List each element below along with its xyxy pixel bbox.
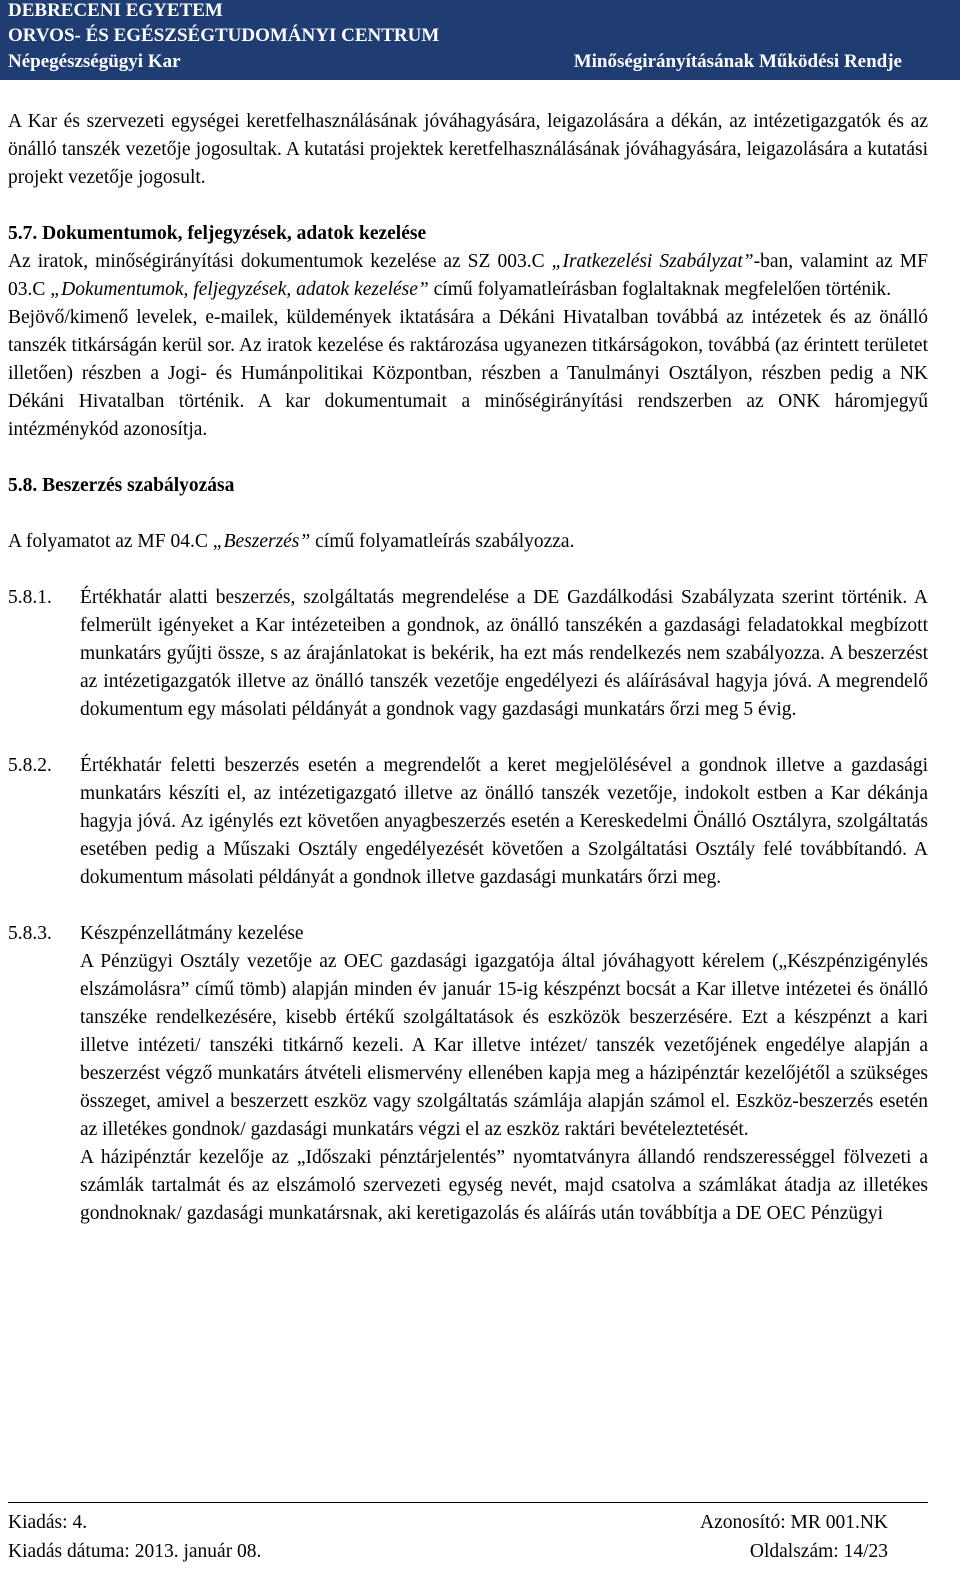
section-5-8-3 [8,920,928,948]
identifier: Azonosító: MR 001.NK [700,1512,888,1533]
document-header [0,0,960,80]
section-number: 5.8.3. [8,923,52,944]
section-5-8-paragraph: A folyamatot az MF 04.C „Beszerzés” című folyamatleírás szabályozza. [8,531,575,552]
faculty-name: Népegészségügyi Kar [8,51,181,72]
section-5-8-heading: 5.8. Beszerzés szabályozása [8,475,235,496]
section-5-7-paragraph-2: Bejövő/kimenő levelek, e-mailek, küldemények iktatására a Dékáni Hivatalban továbbá az intézetek és az önálló tanszék titkárságán kerül sor. Az iratok kezelése és raktározása ugyanezen titkárságokon, továbbá (az érintett területet illetően) részben a Jogi- és Humánpolitikai Központban, részben a Tanulmányi Osztályon, részben pedig a NK Dékáni Hivatalban történik. A kar dokumentumait a minőségirányítási rendszerben az ONK háromjegyű intézménykód azonosítja. [8,307,928,440]
section-title: Készpénzellátmány kezelése [80,923,304,944]
center-name: ORVOS- ÉS EGÉSZSÉGTUDOMÁNYI CENTRUM [8,25,440,46]
document-footer [8,1508,888,1566]
section-5-7-heading: 5.7. Dokumentumok, feljegyzések, adatok kezelése [8,223,427,244]
edition: Kiadás: 4. [8,1512,88,1533]
page-number: Oldalszám: 14/23 [749,1541,888,1562]
edition-date: Kiadás dátuma: 2013. január 08. [8,1541,262,1562]
university-name: DEBRECENI EGYETEM [8,0,223,21]
section-5-8-3-paragraph-1: A Pénzügyi Osztály vezetője az OEC gazdasági igazgatója által jóváhagyott kérelem („Készpénzigénylés elszámolásra” című tömb) alapján minden év január 15-ig készpénzt bocsát a Kar illetve intézetei és önálló tanszéke rendelkezésére, kisebb értékű szolgáltatások és eszközök beszerzésére. Ezt a készpénzt a kari illetve intézeti/ tanszéki titkárnő kezeli. A Kar illetve intézet/ tanszék vezetőjének engedélye alapján a beszerzést végző munkatárs átvételi elismervény ellenében kapja meg a házipénztár kezelőjétől a szükséges összeget, amivel a beszerzett eszköz vagy szolgáltatás számlája alapján számol el. Eszköz-beszerzés esetén az illetékes gondnok/ gazdasági munkatárs végzi el az eszköz raktári bevételeztetését. [80,951,928,1140]
footer-divider [8,1502,928,1503]
section-text: Értékhatár alatti beszerzés, szolgáltatás megrendelése a DE Gazdálkodási Szabályzata szerint történik. A felmerült igényeket a Kar intézeteiben a gondnok, az önálló tanszékén a gazdasági feladatokkal megbízott munkatárs gyűjti össze, s az árajánlatokat is bekérik, ha ezt más rendelkezés nem szabályozza. A beszerzést az intézetigazgatók illetve az önálló tanszék vezetője engedélyezi és aláírásával hagyja jóvá. A megrendelő dokumentum egy másolati példányát a gondnok vagy gazdasági munkatárs őrzi meg 5 évig. [80,587,928,720]
section-number: 5.8.1. [8,587,52,608]
document-body [8,108,928,1228]
section-text: Értékhatár feletti beszerzés esetén a megrendelőt a keret megjelölésével a gondnok illetve a gazdasági munkatárs készíti el, az intézetigazgató illetve az önálló tanszék vezetője, indokolt estben a Kar dékánja hagyja jóvá. Az igénylés ezt követően anyagbeszerzés esetén a Kereskedelmi Önálló Osztályra, szolgáltatás esetében pedig a Műszaki Osztály engedélyezését követően a Szolgáltatási Osztály felé továbbítandó. A dokumentum másolati példányát a gondnok illetve gazdasági munkatárs őrzi meg. [80,755,928,888]
section-5-8-1 [8,584,928,724]
intro-paragraph: A Kar és szervezeti egységei keretfelhasználásának jóváhagyására, leigazolására a dékán, az intézetigazgatók és az önálló tanszék vezetője jogosultak. A kutatási projektek keretfelhasználásának jóváhagyására, leigazolására a kutatási projekt vezetője jogosult. [8,111,928,188]
section-5-8-2 [8,752,928,892]
section-5-7-paragraph-1: Az iratok, minőségirányítási dokumentumok kezelése az SZ 003.C „Iratkezelési Szabályzat”-ban, valamint az MF 03.C „Dokumentumok, feljegyzések, adatok kezelése” című folyamatleírásban foglaltaknak megfelelően történik. [8,251,928,300]
section-5-8-3-paragraph-2: A házipénztár kezelője az „Időszaki pénztárjelentés” nyomtatványra állandó rendszerességgel fölvezeti a számlák tartalmát és az elszámoló szervezeti egység nevét, majd csatolva a számlákat átadja az illetékes gondnoknak/ gazdasági munkatársnak, aki keretigazolás és aláírás után továbbítja a DE OEC Pénzügyi [80,1147,928,1224]
document-title: Minőségirányításának Működési Rendje [573,51,902,72]
section-number: 5.8.2. [8,755,52,776]
